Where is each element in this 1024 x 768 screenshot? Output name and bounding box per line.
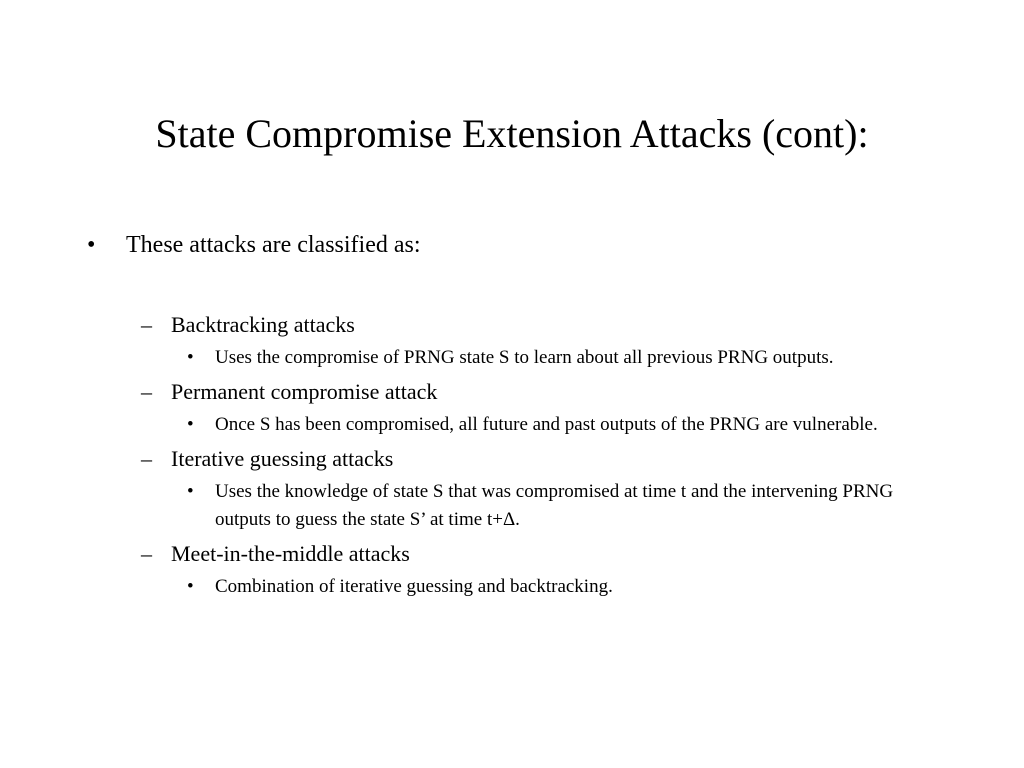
bullet-marker: •	[187, 414, 194, 435]
attack-type-description	[187, 411, 915, 439]
list-item-meet-in-the-middle	[141, 538, 921, 601]
list-item-permanent-compromise	[141, 376, 921, 439]
slide-title: State Compromise Extension Attacks (cont):	[155, 111, 869, 156]
attack-type-description	[187, 344, 915, 372]
description-text: Once S has been compromised, all future and past outputs of the PRNG are vulnerable.	[215, 414, 878, 435]
intro-text: These attacks are classified as:	[126, 232, 421, 258]
attack-type-description	[187, 478, 915, 534]
bullet-marker: •	[187, 481, 194, 502]
bullet-marker: •	[187, 576, 194, 597]
bullet-marker: •	[87, 232, 96, 258]
dash-marker: –	[141, 446, 152, 471]
attack-type-label: Iterative guessing attacks	[171, 446, 394, 471]
attack-type-list	[141, 309, 921, 605]
list-item-backtracking	[141, 309, 921, 372]
bullet-marker: •	[187, 347, 194, 368]
attack-type-label: Backtracking attacks	[171, 312, 355, 337]
description-text: Combination of iterative guessing and backtracking.	[215, 576, 613, 597]
description-text: Uses the knowledge of state S that was compromised at time t and the intervening PRNG outputs to guess the state S’ at time t+Δ.	[215, 481, 894, 530]
attack-type-label: Permanent compromise attack	[171, 379, 438, 404]
dash-marker: –	[141, 312, 152, 337]
attack-type-description	[187, 573, 915, 601]
description-text: Uses the compromise of PRNG state S to learn about all previous PRNG outputs.	[215, 347, 834, 368]
list-item-iterative-guessing	[141, 443, 921, 534]
attack-type-heading	[141, 376, 921, 408]
attack-type-heading	[141, 309, 921, 341]
dash-marker: –	[141, 541, 152, 566]
attack-type-label: Meet-in-the-middle attacks	[171, 541, 410, 566]
dash-marker: –	[141, 379, 152, 404]
attack-type-heading	[141, 443, 921, 475]
attack-type-heading	[141, 538, 921, 570]
